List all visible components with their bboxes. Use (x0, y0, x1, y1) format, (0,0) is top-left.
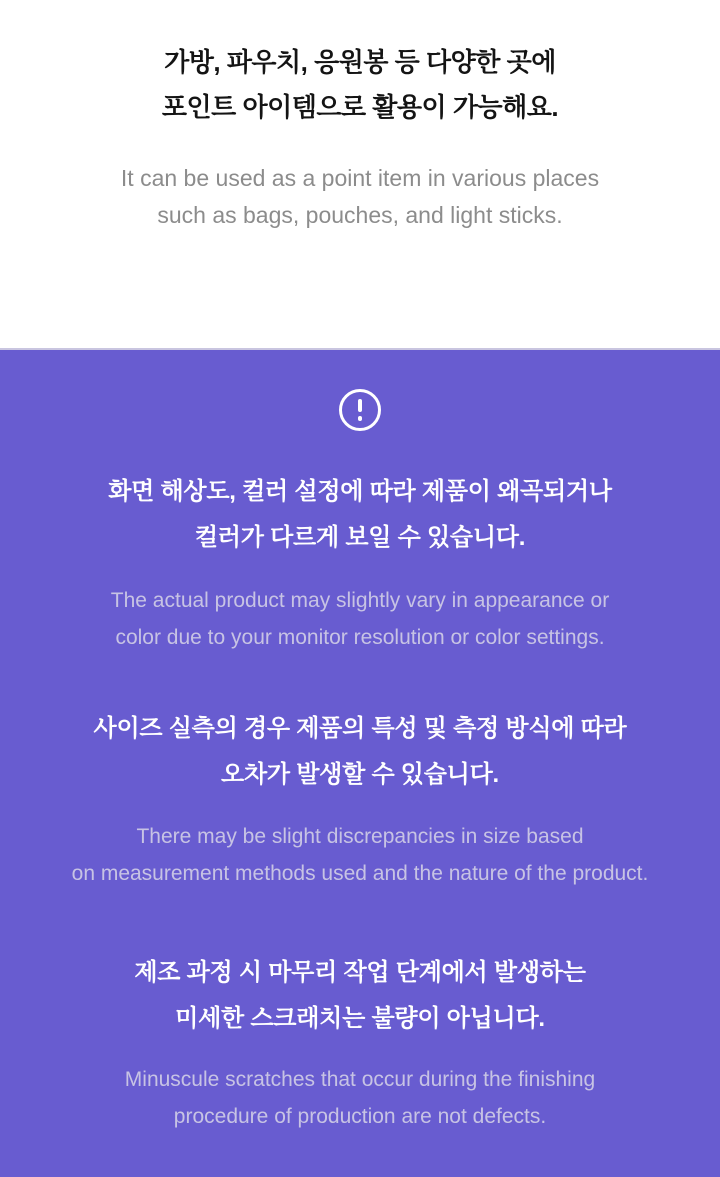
notice-block-color-en (0, 582, 720, 656)
notice-size-en-line1: There may be slight discrepancies in size based (136, 825, 584, 848)
intro-subtext-en (0, 160, 720, 234)
intro-heading-ko (0, 40, 720, 130)
notice-block-size-ko (0, 706, 720, 798)
notice-color-ko-line1: 화면 해상도, 컬러 설정에 따라 제품이 왜곡되거나 (108, 478, 612, 505)
notice-block-size-en (0, 818, 720, 892)
notice-color-ko-line2: 컬러가 다르게 보일 수 있습니다. (194, 524, 526, 551)
intro-subtext-en-line1: It can be used as a point item in various places (120, 165, 600, 191)
notice-color-en-line1: The actual product may slightly vary in appearance or (110, 589, 610, 612)
notice-scratch-en-line1: Minuscule scratches that occur during the finishing (124, 1068, 596, 1091)
intro-section (0, 0, 720, 348)
notice-block-scratch-ko (0, 950, 720, 1042)
intro-heading-ko-line1: 가방, 파우치, 응원봉 등 다양한 곳에 (164, 47, 556, 77)
notice-size-en-line2: on measurement methods used and the nature of the product. (71, 862, 649, 885)
notice-size-ko-line1: 사이즈 실측의 경우 제품의 특성 및 측정 방식에 따라 (93, 715, 627, 742)
notice-color-en-line2: color due to your monitor resolution or color settings. (115, 626, 605, 649)
notice-scratch-ko-line2: 미세한 스크래치는 불량이 아닙니다. (175, 1005, 545, 1032)
notice-scratch-en-line2: procedure of production are not defects. (173, 1105, 547, 1128)
intro-subtext-en-line2: such as bags, pouches, and light sticks. (157, 202, 563, 228)
intro-heading-ko-line2: 포인트 아이템으로 활용이 가능해요. (161, 92, 559, 122)
notice-scratch-ko-line1: 제조 과정 시 마무리 작업 단계에서 발생하는 (134, 959, 586, 986)
notice-size-ko-line2: 오차가 발생할 수 있습니다. (221, 761, 499, 788)
notice-block-color-ko (0, 469, 720, 561)
notice-block-scratch-en (0, 1061, 720, 1135)
exclamation-circle-icon (339, 389, 381, 431)
notice-section (0, 348, 720, 1177)
